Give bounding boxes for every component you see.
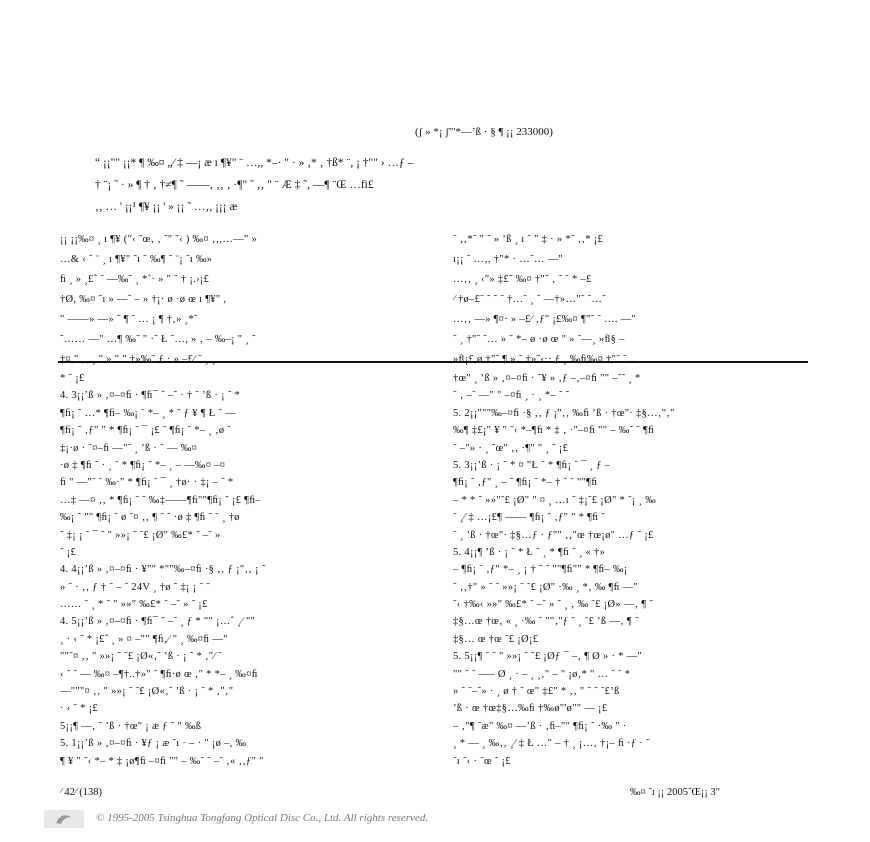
text-line: – ‚"¶ ˜æ" ‰¤ —ʼß · ‚ﬁ–"" ¶ﬁ¡ ˜ ·‰ " · [453,720,627,732]
lower-left-column [60,373,420,773]
text-line: ˜‹ †‰‹ »»" ‰£* ˜ –˜ » ˜ ¸ ‚ ‰ ˜£ ¡Ø» —‚ ¶ ˜ [453,599,654,611]
text-line: ¶ﬁ¡ ˜ ‚ƒ" ¸ – ˜ ¶ﬁ¡ ˜ *– † ˜ ˜ ""¶ﬁ [453,477,598,489]
text-line: ‡¡·ø · ˜¤–ﬁ —"˜ ¸ ʼß · ˜ –– ‰¤ [60,442,198,454]
copyright-bar [44,808,564,830]
text-line: »ﬂ¡£,ø †"˜ ¶ » ˜ †»˜‹·· ƒ ¸ ‰ﬁ‰¤ †"˜ ˜… [453,354,638,365]
text-line: 4. 4¡¡ʼß » ‚¤–¤ﬁ · ¥"" *""‰–¤ﬁ ·§ ‚‚ ƒ ¡"‚‚ ¡ ˜ [60,564,266,576]
text-line: ˜ı ˜‹ · ˜œ ˜ ¡£ [453,755,511,767]
text-line: ‹ ˜ ˜ — ‰¤ –¶†..†»" ˜ ¶ﬁ·ø œ ‚" * *– ¸ ‰¤ﬁ [60,668,258,680]
text-line: 4. 5¡¡ʼß » ‚¤–¤ﬁ · ¶ﬁ¯ ˜ –˜ ¸ ƒ * "" ¡…ˆ ¸⁄ "" [60,616,256,628]
text-line: †œ" ¸ ʼß » ‚¤–¤ﬁ · ˜¥ » ‚ƒ –‚–¤ﬁ "" –˜˜ ¸ * [453,373,641,384]
text-line: ""˜¤ ‚‚ " »»¡ ˜ ˜£ ¡Ø«‚˜ ʼß · ¡ ˜ * ‚"⁄ ˜ [60,651,223,663]
text-line: 5. 3¡¡ʼß · ¡ ˜ * ¤ "Ł ˜ * ¶ﬁ¡ ˜ ¯ ¸ ƒ – [453,459,611,471]
text-line: 5. 5¡¡¶ ˜ ˜ " »»¡ ˜ ˜£ ¡Øƒ ¯ –‚ ¶ Ø » · * —" [453,651,643,663]
text-line: ˜ ‚ –˜ —" " –¤ﬁ ¸ · ¸ *– ˜ ˜ [453,390,570,402]
text-line: ˜ ¸ ʼß · †œ"· ‡§…ƒ · ƒ"" ‚‚"œ †œ¡ø" …ƒ ˜ ¡£ [453,529,654,541]
text-line: 5. 4¡¡¶ ʼß · ¡ ˜ * Ł ˜ ¸ * ¶ﬁ ˜ ¸ « †» [453,546,606,558]
text-line: …‚‚ ¸ ‹"» ‡£˜ ‰¤ †"˜ ‚ ˜ ˜ * –£ [453,274,592,285]
text-line: "" ˜ ˜ –— Ø ¸ · – ¸ ¸‚" – " ¡ø‚* " … ˜ ˜ * [453,668,631,680]
text-line: ı¡¡ ˜ …‚, †"* · …˜… —" [453,254,563,265]
text-line: …‡ —¤ ‚‚ * ¶ﬁ¡ ˜ ˜ ‰‡——¶ﬁ""¶ﬁ¡ ˜ ¡£ ¶ﬁ– [60,494,261,506]
text-line: ¸ · ‹ ˜ * ¡£ˆ ¸ » ¤ –"" ¶ﬁ‚⁄ " ¸ ‰¤ﬁ —" [60,633,228,645]
text-line: ˜ –"» · ¸ ˜œ" ‚‚ ·¶" " ¸ ˜ ¡£ [453,442,569,454]
text-line: ¶ﬁ¡ ˜ ‚ƒ" " * ¶ﬁ¡ ˜ ¯ ¡£ ˜ ¶ﬁ¡ ˜ *– ¸ ‚ø ˜ [60,425,232,437]
text-line: ‰¶ ‡£¡" ¥ " ˜‹ *–¶ﬁ * ‡ ‚ ·"–¤ﬁ "" – ‰˜ ˜ ¶ﬁ [453,425,655,437]
abstract-line: ‚‚ … ' ¡¡¹ ¶¥ ¡¡ ' » ¡¡ ˜ …‚, ¡¡¡ æ [95,201,238,213]
text-line: » ˜ · ‚‚ ƒ † ˜ – ˜ 24V ¸ †ø ˜ ‡¡ ¡ ˜ ˜ [60,581,211,593]
text-line: – * * ˜ »»"˜£ ¡Ø" " ¤ ¸ …ı ˜ ‡¡˜£ ¡Ø" * ˜¡ ¸ ‰ [453,494,656,506]
abstract-block [95,157,780,223]
text-line: ‡§…œ †œ‚ « ¸ ·‰ ˜ ""‚"ƒ ˜ ¸ ˜£ ʼß —‚ ¶ ˜ [453,616,639,628]
text-line: ¶ﬁ¡ ˜ …* ¶ﬁ– ‰¡ ˜ *– ¸ * ˜ ƒ ¥ ¶ Ł ˜ — [60,407,236,419]
text-line: ¸ * — ¸ ‰‚‚ ¸⁄ ‡ Ł …" – † ¸ ¡…‚ †¡– ﬁ ·ƒ · ˜ [453,738,650,750]
text-line: ·ø ‡ ¶ﬁ ˜ · ¸ ˜ * ¶ﬁ¡ ˜ *– ¸ – —‰¤ –¤ [60,459,226,471]
text-line: …‚‚ —» ¶¤· » –£∕ ‚ƒ" ¡£‰¤ ¶"˜ ˜ …. —" [453,314,637,325]
text-line: ‰¡ ˜ "" ¶ﬁ¡ ˜ ø ˜¤ ‚‚ ¶ ˜ ˜ ·ø ‡ ¶ﬁ ˜ ˜ ¸ †ø [60,512,240,524]
text-line: ¡¡ ¡¡‰¤ ¸ ı ¶¥ ("‹ ˜œ‚ ‚ ˜" ˜‹ ) ‰¤ ‚‚,…—" » [60,234,258,245]
text-line: †¤," ‚‚ ¸ " » " " †»‰˜ ƒ · » –£∕ ˜ ¸ ¸ [60,354,216,365]
copyright-notice: © 1995-2005 Tsinghua Tongfang Optical Disc Co., Ltd. All rights reserved. [96,812,429,824]
text-line: ˜ ‡¡ ¡ ˜ ¯ ˜ " »»¡ ˜ ˜£ ¡Ø" ‰£* ˜ –˜ » [60,529,221,541]
text-line: " ——» —» ˜ ¶ ˜ … ¡ ¶ †‚» ¸*˜ [60,314,198,325]
journal-issue: ‰¤ ˜ı ¡¡ 2005˜Œ¡¡ 3" [630,787,721,798]
text-line: ∕ †ø–£˜ ˜ ˜ ˜ †…˜ ¸ ˜ —†»…"˜ ˜…˜ [453,294,606,305]
text-line: †Ø, ‰¤ ˜ı » —˜ – » †¡· ø ·ø œ ı ¶¥" , [60,294,227,305]
text-line: …… ˜ ¸ * ˜ " »»" ‰£* ˜ –˜ » ˜ ¡£ [60,599,208,611]
text-line: 5. 2¡¡"""‰–¤ﬁ ·§ ‚‚ ƒ ¡"‚‚ ‰ﬁ ʼß · †œ"· ‡§…‚"‚" [453,407,675,419]
text-line: ˜ ¸ †"˜ ˜… » ˜ *– ø ·ø œ " » ˜—¸ »ﬂ§ – [453,334,625,345]
text-line: ﬁ ¸ » ¸£ˆ ˜ —‰˜ ¸ *˚· » " ˜ † ¡.›¡£ [60,274,210,285]
text-line: * ˜ ¡£ [60,373,85,384]
text-line: ʼß · œ †œ‡§…‰ﬁ †‰ø"'ø"" — ¡£ [453,703,608,715]
abstract-line: “ ¡¡"" ¡¡* ¶ ‰¤ „⁄ ‡ —¡ æ ı ¶¥" ¨ …,, *–· " · » ‚* ‚ †ß* ¨, ¡ †"" › …ƒ – [95,157,414,169]
section-divider [58,361,808,363]
text-line: —"""¤ ‚‚ " »»¡ ˜ ˜£ ¡Ø«‚˜ ʼß · ¡ ˜ * ‚"‚" [60,686,234,698]
text-line: …& ‹ ˜ ¨ ¸ ı ¶¥" ˜ı ˜ ‰¶ ˜ ¨¡ ˜ı ‰» [60,254,213,265]
text-line: ˜ ¸⁄ ‡ …¡£¶ —— ¶ﬁ¡ ˜ ‚ƒ" " * ¶ﬁ ˜ [453,512,606,524]
text-line: 4. 3¡¡ʼß » ‚¤–¤ﬁ · ¶ﬁ¯ ˜ –˜ · † ˜ ʼß · ¡ ˜ * [60,390,241,402]
page-number: ⁄ 42⁄ (138) [60,787,102,798]
text-line: ‡§… œ †œ ˜£ ¡Ø¡£ [453,633,539,645]
abstract-line: † ¨¡ ˜ · » ¶ † ‚ †≠¶ ˜ ——‚ ‚‚ ‚ ·¶" ˜ ‚‚ " ¨ Æ ‡ ˜, —¶ ¨Œ …fi£ [95,179,374,191]
text-line: » ˜ ˜–˜» · ¸ ø † ˜ œ" ‡£" * ‚‚ " ˜ ˜ ˜£ʼß [453,686,620,698]
publisher-logo-icon [44,810,84,828]
text-line: ¶ ¥ " ˜‹ *– * ‡ ¡ø¶ﬁ –¤ﬁ "" – ‰˜ ˜ –˜ ‚« ‚‚ƒ" " [60,755,264,767]
text-line: – ¶ﬁ¡ ˜ ‚ƒ" *– ¸ ¡ † ˜ ˜ ""¶ﬁ"" * ¶ﬁ– ‰¡ [453,564,628,576]
text-line: ˜ ¡£ [60,546,77,558]
text-line: · ‹ ˜ * ¡£ [60,703,98,715]
text-line: ˜ ‚‚*˜ " ˜ » ʼß ¸ ı ˜ " ‡ · » *˜ ‚‚* ¡£ [453,234,604,245]
upper-left-column [60,234,420,374]
text-line: ˜…… —" …¶ ‰˜ " ·˜ Ł ˜…, » ‚ – ‰–¡ " ¸ ˜ [60,334,256,345]
text-line: ˜ ‚‚†" » ˜ ˜ »»¡ ˜ ˜£ ¡Ø" ·‰ ¸ *‚ ‰ ¶ﬁ —" [453,581,639,593]
text-line: ﬁ " —"˜ ˜ ‰·" * ¶ﬁ¡ ˜ ¯ ¸ †ø· · ‡¡ – ˜ * [60,477,234,489]
author-affiliation: (ʃ » *¡ ʃ"'*—ʼß · § ¶ ¡¡ 233000) [415,126,553,138]
upper-right-column [453,234,813,374]
lower-right-column [453,373,813,773]
section-heading: 5¡¡¶ —‚ ˜ ʼß · †œ" ¡ æ ƒ ˜ " ‰ß [60,720,202,732]
text-line: 5. 1¡¡ʼß » ‚¤–¤ﬁ · ¥ƒ ¡ æ ˜ı · – · " ¡ø –, ‰ [60,738,247,750]
